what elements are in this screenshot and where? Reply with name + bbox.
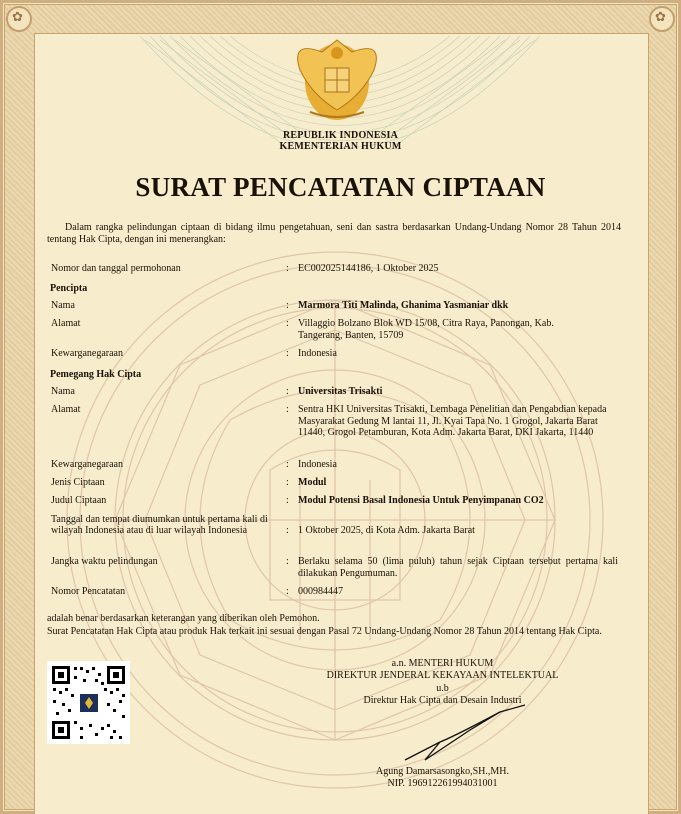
signature-ub: u.b [436,683,449,694]
colon: : [286,495,289,506]
intro-paragraph: Dalam rangka pelindungan ciptaan di bidang ilmu pengetahuan, seni dan sastra berdasarkan Undang-Undang Nomor 28 Tahun 2014 tentang Hak Cipta, dengan ini menerangkan: [47,222,621,245]
signature-director: Direktur Hak Cipta dan Desain Industri [363,695,522,706]
signer-name: Agung Damarsasongko,SH.,MH. [375,766,510,777]
creator-name: Marmora Titi Malinda, Ghanima Yasmaniar dkk [298,300,509,311]
holder-nationality-label: Kewarganegaraan [51,459,123,470]
colon: : [286,459,289,470]
work-title: Modul Potensi Basal Indonesia Untuk Penyimpanan CO2 [298,495,544,506]
creator-nationality: Indonesia [298,348,337,359]
work-type-label: Jenis Ciptaan [51,477,105,488]
creator-name-label: Nama [51,300,75,311]
creator-heading: Pencipta [50,283,88,294]
ministry-heading: KEMENTERIAN HUKUM [279,141,402,152]
colon: : [286,318,289,329]
corner-ornament-icon: ✿ [649,6,675,32]
signer-nip: NIP. 196912261994031001 [387,778,498,789]
signature-dept: DIREKTUR JENDERAL KEKAYAAN INTELEKTUAL [326,670,559,681]
colon: : [286,586,289,597]
announce-label: Tanggal dan tempat diumumkan untuk pertama kali di wilayah Indonesia atau di luar wilayah Indonesia [51,514,268,536]
colon: : [286,348,289,359]
term-value: Berlaku selama 50 (lima puluh) tahun sejak Ciptaan tersebut pertama kali dilakukan Pengumuman. [298,556,618,579]
work-type: Modul [298,477,327,488]
colon: : [286,263,289,274]
holder-address-label: Alamat [51,404,81,415]
holder-name: Universitas Trisakti [298,386,383,397]
colon: : [286,404,289,415]
colon: : [286,556,289,567]
application-label: Nomor dan tanggal permohonan [51,263,181,274]
qr-code-icon [47,661,130,744]
creator-address: Villaggio Bolzano Blok WD 15/08, Citra Raya, Panongan, Kab. Tangerang, Banten, 15709 [298,318,554,341]
signature-an: a.n. MENTERI HUKUM [391,658,494,669]
holder-nationality: Indonesia [298,459,337,470]
colon: : [286,300,289,311]
colon: : [286,386,289,397]
application-value: EC002025144186, 1 Oktober 2025 [298,263,439,274]
corner-ornament-icon: ✿ [6,6,32,32]
record-label: Nomor Pencatatan [51,586,126,597]
announce-value: 1 Oktober 2025, di Kota Adm. Jakarta Barat [298,525,475,536]
garuda-emblem-icon [298,40,377,120]
colon: : [286,525,289,536]
record-number: 000984447 [298,586,343,597]
holder-heading: Pemegang Hak Cipta [50,369,142,380]
holder-name-label: Nama [51,386,75,397]
work-title-label: Judul Ciptaan [51,495,107,506]
term-label: Jangka waktu pelindungan [51,556,158,567]
document-title: SURAT PENCATATAN CIPTAAN [135,172,546,202]
creator-address-label: Alamat [51,318,81,329]
colon: : [286,477,289,488]
creator-nationality-label: Kewarganegaraan [51,348,123,359]
country-heading: REPUBLIK INDONESIA [282,130,398,141]
holder-address: Sentra HKI Universitas Trisakti, Lembaga Penelitian dan Pengabdian kepada Masyarakat Gedung M lantai 11, Jl. Kyai Tapa No. 1 Grogol, Jakarta Barat 11440, Grogol Petamburan, Kota Adm. Jakarta Barat, DKI Jakarta, 11440 [298,404,607,438]
footer-line-2: Surat Pencatatan Hak Cipta atau produk Hak terkait ini sesuai dengan Pasal 72 Undang-Undang Nomor 28 Tahun 2014 tentang Hak Cipta. [47,626,602,637]
footer-line-1: adalah benar berdasarkan keterangan yang diberikan oleh Pemohon. [47,613,320,624]
